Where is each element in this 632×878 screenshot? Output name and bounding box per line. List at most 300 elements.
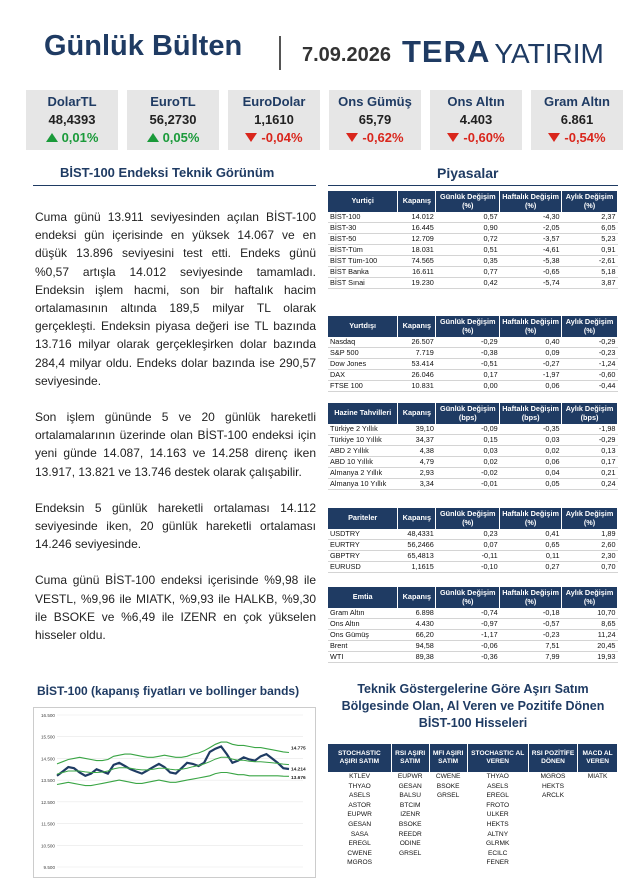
table-cell: -2,05 xyxy=(500,223,562,234)
markets-table xyxy=(328,316,618,392)
column-header: Günlük Değişim (%) xyxy=(436,191,500,212)
column-header: Aylık Değişim (%) xyxy=(562,508,618,529)
table-cell xyxy=(429,810,467,820)
column-header: Yurtdışı xyxy=(328,316,398,337)
table-cell: ABD 2 Yıllık xyxy=(328,446,398,457)
column-header: STOCHASTIC AŞIRI SATIM xyxy=(328,744,391,772)
table-cell xyxy=(578,782,618,792)
table-row xyxy=(328,820,618,830)
table-cell: 0,11 xyxy=(500,551,562,562)
table-row xyxy=(328,435,618,446)
ticker-name: DolarTL xyxy=(47,94,97,109)
y-tick-label: 13.500 xyxy=(40,778,55,784)
table-cell: ULKER xyxy=(486,811,509,819)
table-row xyxy=(328,562,618,573)
table-cell: 1,89 xyxy=(562,529,618,540)
ticker-name: EuroTL xyxy=(150,94,196,109)
table-row xyxy=(328,234,618,245)
table-cell: 0,00 xyxy=(436,381,500,392)
chart-frame xyxy=(34,708,316,878)
table-cell: FTSE 100 xyxy=(328,381,398,392)
y-tick-label: 11.500 xyxy=(41,821,55,827)
table-cell: 66,20 xyxy=(398,630,436,641)
chart-title: BİST-100 (kapanış fiyatları ve bollinger bands) xyxy=(37,684,300,698)
table-cell: BİST-30 xyxy=(328,223,398,234)
table-cell xyxy=(578,810,618,820)
table-cell: 53.414 xyxy=(398,359,436,370)
table-cell: -0,36 xyxy=(436,652,500,663)
column-header: Aylık Değişim (%) xyxy=(562,316,618,337)
table-cell: -0,09 xyxy=(436,424,500,435)
table-cell: 0,72 xyxy=(436,234,500,245)
table-cell: GRSEL xyxy=(399,849,422,857)
page-title: Günlük Bülten xyxy=(44,30,243,62)
logo-main: TERA xyxy=(402,34,491,69)
commentary xyxy=(35,208,316,662)
ticker-change-value: -0,60% xyxy=(463,130,505,145)
technical-indicators-table xyxy=(328,744,618,868)
y-tick-label: 16.500 xyxy=(40,713,55,718)
column-header: RSI AŞIRI SATIM xyxy=(391,744,429,772)
table-header-row xyxy=(328,316,618,337)
table-cell: 5,23 xyxy=(562,234,618,245)
table-row xyxy=(328,529,618,540)
table-row xyxy=(328,849,618,859)
table-row xyxy=(328,468,618,479)
table-header-row xyxy=(328,587,618,608)
table-cell: REEDR xyxy=(398,830,422,838)
table-cell: BSOKE xyxy=(436,782,460,790)
column-header: Günlük Değişim (%) xyxy=(436,587,500,608)
table-cell: 2,60 xyxy=(562,540,618,551)
column-header: Günlük Değişim (bps) xyxy=(436,403,500,424)
ticker-change xyxy=(329,130,421,145)
ticker-change xyxy=(228,130,320,145)
table-cell: 26.507 xyxy=(398,337,436,348)
table-row xyxy=(328,830,618,840)
table-cell: 0,65 xyxy=(500,540,562,551)
table-cell: 89,38 xyxy=(398,652,436,663)
table-cell: MGROS xyxy=(540,773,566,780)
column-header: Haftalık Değişim (%) xyxy=(500,508,562,529)
table-cell: 8,65 xyxy=(562,619,618,630)
table-row xyxy=(328,245,618,256)
table-cell: 74.565 xyxy=(398,256,436,267)
table-cell: ABD 10 Yıllık xyxy=(328,457,398,468)
triangle-down-icon xyxy=(245,133,257,142)
table-cell xyxy=(578,830,618,840)
column-header: Kapanış xyxy=(398,403,436,424)
table-cell: -0,65 xyxy=(500,267,562,278)
table-cell: -0,10 xyxy=(436,562,500,573)
table-cell: ODINE xyxy=(399,840,421,848)
table-cell: EUPWR xyxy=(397,773,423,780)
table-cell: -0,27 xyxy=(500,359,562,370)
table-row xyxy=(328,791,618,801)
table-header-row xyxy=(328,191,618,212)
table-cell: 0,91 xyxy=(562,245,618,256)
table-cell xyxy=(578,849,618,859)
paragraph: Cuma günü BİST-100 endeksi içerisinde %9,98 ile VESTL, %9,96 ile MIATK, %9,93 ile HALKB, %9,30 ile BSOKE ve %6,49 ile IZENR en çok yükselen hisseler oldu. xyxy=(35,573,316,643)
table-cell: 20,45 xyxy=(562,641,618,652)
table-cell: BİST-100 xyxy=(328,212,398,223)
table-cell: 7,99 xyxy=(500,652,562,663)
table-row xyxy=(328,212,618,223)
table-cell: 48,4331 xyxy=(398,529,436,540)
table-cell: 12.709 xyxy=(398,234,436,245)
table-cell: 2,37 xyxy=(562,212,618,223)
triangle-up-icon xyxy=(46,133,58,142)
markets-table xyxy=(328,191,618,289)
right-divider xyxy=(328,185,618,186)
table-cell: 0,21 xyxy=(562,468,618,479)
table-cell: ARCLK xyxy=(541,792,564,800)
table-cell: -0,29 xyxy=(436,337,500,348)
table-row xyxy=(328,810,618,820)
table-cell: ALTNY xyxy=(487,830,509,838)
ticker-card xyxy=(228,90,320,150)
table-cell: KTLEV xyxy=(349,773,371,780)
ticker-change xyxy=(26,130,118,145)
ticker-name: Ons Altın xyxy=(447,94,505,109)
table-cell: 0,03 xyxy=(436,446,500,457)
table-cell: 0,15 xyxy=(436,435,500,446)
ticker-value: 6.861 xyxy=(560,112,594,127)
table-cell: -0,29 xyxy=(562,435,618,446)
table-cell: 0,24 xyxy=(562,479,618,490)
column-header: Haftalık Değişim (bps) xyxy=(500,403,562,424)
table-cell: 19,93 xyxy=(562,652,618,663)
table-cell xyxy=(429,839,467,849)
table-cell: BİST Banka xyxy=(328,267,398,278)
table-cell xyxy=(429,858,467,868)
table-cell: -1,17 xyxy=(436,630,500,641)
table-cell: Ons Gümüş xyxy=(328,630,398,641)
column-header: Kapanış xyxy=(398,191,436,212)
table-cell: -0,18 xyxy=(500,608,562,619)
table-cell: Almanya 2 Yıllık xyxy=(328,468,398,479)
table-cell: GESAN xyxy=(348,820,372,828)
table-cell: 0,57 xyxy=(436,212,500,223)
table-cell: -1,98 xyxy=(562,424,618,435)
table-cell: 0,03 xyxy=(500,435,562,446)
table-row xyxy=(328,652,618,663)
column-header: Aylık Değişim (bps) xyxy=(562,403,618,424)
table-cell: 65,4813 xyxy=(398,551,436,562)
bist100-chart xyxy=(33,707,316,878)
table-row xyxy=(328,337,618,348)
company-logo xyxy=(402,30,604,70)
table-row xyxy=(328,619,618,630)
table-cell: 0,41 xyxy=(500,529,562,540)
table-cell: 39,10 xyxy=(398,424,436,435)
table-cell: 0,09 xyxy=(500,348,562,359)
table-cell: -0,23 xyxy=(562,348,618,359)
table-cell: Nasdaq xyxy=(328,337,398,348)
table-cell: 0,40 xyxy=(500,337,562,348)
table-cell: CWENE xyxy=(347,849,372,857)
table-row xyxy=(328,772,618,782)
table-cell: 0,06 xyxy=(500,381,562,392)
table-row xyxy=(328,630,618,641)
table-row xyxy=(328,381,618,392)
column-header: Kapanış xyxy=(398,587,436,608)
column-header: Kapanış xyxy=(398,508,436,529)
table-cell: 1,1615 xyxy=(398,562,436,573)
table-cell: 7.719 xyxy=(398,348,436,359)
table-cell: -0,11 xyxy=(436,551,500,562)
column-header: MACD AL VEREN xyxy=(578,744,618,772)
y-tick-label: 10.500 xyxy=(40,843,55,849)
ticker-change-value: -0,62% xyxy=(362,130,404,145)
table-cell: 0,42 xyxy=(436,278,500,289)
paragraph: Son işlem gününde 5 ve 20 günlük hareketli ortalamalarının üzerinde olan BİST-100 endeksi için yeni günde 14.087, 14.163 ve 14.258 direnç iken 13.917, 13.821 ve 13.746 destek olarak çalışabilir. xyxy=(35,410,316,479)
table-cell: -3,57 xyxy=(500,234,562,245)
table-cell: IZENR xyxy=(400,811,421,819)
table-cell: 0,17 xyxy=(562,457,618,468)
table-cell: -1,24 xyxy=(562,359,618,370)
ticker-name: Gram Altın xyxy=(544,94,610,109)
ticker-name: EuroDolar xyxy=(242,94,306,109)
table-cell xyxy=(578,820,618,830)
ticker-value: 1,1610 xyxy=(254,112,294,127)
table-row xyxy=(328,839,618,849)
table-cell xyxy=(528,820,578,830)
table-cell: -4,61 xyxy=(500,245,562,256)
ticker-value: 48,4393 xyxy=(48,112,96,127)
table-cell: 7,51 xyxy=(500,641,562,652)
ticker-change-value: 0,05% xyxy=(162,130,200,145)
table-cell: Türkiye 2 Yıllık xyxy=(328,424,398,435)
chart-annotation: 14.214 xyxy=(291,767,306,773)
table-row xyxy=(328,359,618,370)
table-cell: -0,01 xyxy=(436,479,500,490)
table-cell: THYAO xyxy=(348,782,371,790)
table-cell: THYAO xyxy=(486,773,509,780)
ticker-card xyxy=(531,90,623,150)
triangle-down-icon xyxy=(548,133,560,142)
ticker-change-value: -0,54% xyxy=(564,130,606,145)
table-cell: 0,23 xyxy=(436,529,500,540)
markets-table xyxy=(328,403,618,490)
column-header: Pariteler xyxy=(328,508,398,529)
column-header: Günlük Değişim (%) xyxy=(436,316,500,337)
table-cell: -0,02 xyxy=(436,468,500,479)
table-cell xyxy=(528,849,578,859)
table-cell: Brent xyxy=(328,641,398,652)
table-cell: 0,06 xyxy=(500,457,562,468)
table-row xyxy=(328,551,618,562)
markets-title: Piyasalar xyxy=(437,165,499,181)
table-cell xyxy=(429,849,467,859)
table-cell xyxy=(528,801,578,811)
table-cell: 0,51 xyxy=(436,245,500,256)
table-row xyxy=(328,457,618,468)
table-row xyxy=(328,641,618,652)
table-cell: Türkiye 10 Yıllık xyxy=(328,435,398,446)
table-cell: BSOKE xyxy=(398,820,422,828)
table-cell xyxy=(429,801,467,811)
table-cell: 3,87 xyxy=(562,278,618,289)
ticker-card xyxy=(26,90,118,150)
table-row xyxy=(328,608,618,619)
ticker-card xyxy=(127,90,219,150)
table-cell: -1,97 xyxy=(500,370,562,381)
table-cell: 56,2466 xyxy=(398,540,436,551)
table-cell xyxy=(528,839,578,849)
table-cell: BİST-50 xyxy=(328,234,398,245)
table-cell: GRSEL xyxy=(436,792,460,800)
table-row xyxy=(328,267,618,278)
table-cell xyxy=(528,810,578,820)
table-cell: 10,70 xyxy=(562,608,618,619)
table-cell: GLRMK xyxy=(485,840,510,848)
table-cell: Dow Jones xyxy=(328,359,398,370)
table-cell: 0,02 xyxy=(436,457,500,468)
ticker-change xyxy=(127,130,219,145)
table-cell: EUPWR xyxy=(347,811,372,819)
table-header-row xyxy=(328,508,618,529)
table-cell xyxy=(528,858,578,868)
logo-sub: YATIRIM xyxy=(494,38,604,69)
markets-table xyxy=(328,587,618,663)
column-header: Haftalık Değişim (%) xyxy=(500,191,562,212)
table-cell: FROTO xyxy=(486,801,510,809)
column-header: Hazine Tahvilleri xyxy=(328,403,398,424)
paragraph: Cuma günü 13.911 seviyesinden açılan BİST-100 endeksi gün içerisinde en yüksek 14.067 ve en düşük 13.896 seviyesini test etti. Endeks günü %0,57 artışla 14.012 seviyesinde tamamladı. Endeksin işlem hacmi, son bir haftalık hacim ortalamasının altında 189,5 milyar TL olarak gerçekleşti. Endeksin piyasa değeri ise TL bazında 13.716 milyar olarak gerçekleşirken dolar bazında 284,4 milyar oldu. Endeks dolar bazında ise 290,57 seviyesinde. xyxy=(35,210,316,388)
table-cell: 0,35 xyxy=(436,256,500,267)
table-cell: EURTRY xyxy=(328,540,398,551)
title-divider xyxy=(279,36,281,70)
table-cell: 0,90 xyxy=(436,223,500,234)
ticker-change xyxy=(531,130,623,145)
triangle-up-icon xyxy=(147,133,159,142)
paragraph: Endeksin 5 günlük hareketli ortalaması 14.112 seviyesinde iken, 20 günlük hareketli ortalaması 14.246 seviyesinde. xyxy=(35,500,316,552)
table-cell: 16.445 xyxy=(398,223,436,234)
ticker-card xyxy=(329,90,421,150)
table-cell: 11,24 xyxy=(562,630,618,641)
table-cell: BİST Tüm-100 xyxy=(328,256,398,267)
table-row xyxy=(328,782,618,792)
table-cell: Ons Altın xyxy=(328,619,398,630)
table-header-row xyxy=(328,403,618,424)
table-cell: 0,07 xyxy=(436,540,500,551)
column-header: Aylık Değişim (%) xyxy=(562,587,618,608)
column-header: Emtia xyxy=(328,587,398,608)
table-cell: EREGL xyxy=(348,840,371,848)
table-cell: 4,79 xyxy=(398,457,436,468)
table-cell: 6.898 xyxy=(398,608,436,619)
table-cell: -0,51 xyxy=(436,359,500,370)
table-row xyxy=(328,278,618,289)
ticker-value: 56,2730 xyxy=(149,112,197,127)
table-cell: ASELS xyxy=(348,792,371,800)
table-row xyxy=(328,424,618,435)
table-cell: 18.031 xyxy=(398,245,436,256)
table-cell: 94,58 xyxy=(398,641,436,652)
table-cell: -4,30 xyxy=(500,212,562,223)
table-cell: BİST-Tüm xyxy=(328,245,398,256)
report-date: 7.09.2026 xyxy=(302,44,391,66)
chart-annotation: 13.676 xyxy=(291,776,306,782)
table-cell: GESAN xyxy=(398,782,422,790)
header xyxy=(0,0,632,84)
table-cell xyxy=(578,791,618,801)
table-cell: -0,38 xyxy=(436,348,500,359)
table-cell: 6,05 xyxy=(562,223,618,234)
table-cell: -0,97 xyxy=(436,619,500,630)
table-cell: HEKTS xyxy=(486,820,509,828)
triangle-down-icon xyxy=(447,133,459,142)
ticker-value: 65,79 xyxy=(358,112,392,127)
table-cell: Gram Altın xyxy=(328,608,398,619)
table-cell: -0,29 xyxy=(562,337,618,348)
table-cell: ECILC xyxy=(488,849,508,857)
column-header: Aylık Değişim (%) xyxy=(562,191,618,212)
table-cell: -5,74 xyxy=(500,278,562,289)
table-cell xyxy=(391,858,429,868)
table-cell: SASA xyxy=(350,830,369,838)
table-cell: 2,93 xyxy=(398,468,436,479)
left-divider xyxy=(33,185,316,186)
column-header: Günlük Değişim (%) xyxy=(436,508,500,529)
table-cell xyxy=(578,858,618,868)
table-cell: 26.046 xyxy=(398,370,436,381)
table-cell: BTCIM xyxy=(399,801,421,809)
table-cell: MGROS xyxy=(347,859,373,867)
table-cell: 34,37 xyxy=(398,435,436,446)
ticker-name: Ons Gümüş xyxy=(338,94,412,109)
column-header: MFI AŞIRI SATIM xyxy=(429,744,467,772)
triangle-down-icon xyxy=(346,133,358,142)
table-cell: ASELS xyxy=(487,782,509,790)
column-header: Yurtiçi xyxy=(328,191,398,212)
chart-svg xyxy=(33,707,316,878)
table-cell: DAX xyxy=(328,370,398,381)
table-cell: ASTOR xyxy=(348,801,371,809)
table-cell xyxy=(429,820,467,830)
table-row xyxy=(328,858,618,868)
ticker-card xyxy=(430,90,522,150)
table-cell: 19.230 xyxy=(398,278,436,289)
table-cell: 4,38 xyxy=(398,446,436,457)
column-header: RSI POZİTİFE DÖNEN xyxy=(528,744,578,772)
table-cell: 0,02 xyxy=(500,446,562,457)
table-cell: 5,18 xyxy=(562,267,618,278)
table-row xyxy=(328,540,618,551)
table-cell: 0,77 xyxy=(436,267,500,278)
ticker-change xyxy=(430,130,522,145)
table-cell: -0,57 xyxy=(500,619,562,630)
table-cell: 0,70 xyxy=(562,562,618,573)
table-cell: CWENE xyxy=(435,773,461,780)
table-cell: HEKTS xyxy=(541,782,564,790)
table-cell: 10.831 xyxy=(398,381,436,392)
table-cell xyxy=(429,830,467,840)
y-tick-label: 15.500 xyxy=(40,734,55,740)
table-cell: 0,27 xyxy=(500,562,562,573)
table-row xyxy=(328,479,618,490)
column-header: Haftalık Değişim (%) xyxy=(500,316,562,337)
table-cell xyxy=(528,830,578,840)
technical-indicators-title: Teknik Göstergelerine Göre Aşırı Satım Bölgesinde Olan, Al Veren ve Pozitife Dönen BİST-100 Hisseleri xyxy=(341,682,605,730)
table-row xyxy=(328,256,618,267)
column-header: STOCHASTIC AL VEREN xyxy=(467,744,528,772)
table-cell: -0,60 xyxy=(562,370,618,381)
table-cell: BALSU xyxy=(399,792,421,800)
table-cell: BİST Sınai xyxy=(328,278,398,289)
table-cell: 4.430 xyxy=(398,619,436,630)
